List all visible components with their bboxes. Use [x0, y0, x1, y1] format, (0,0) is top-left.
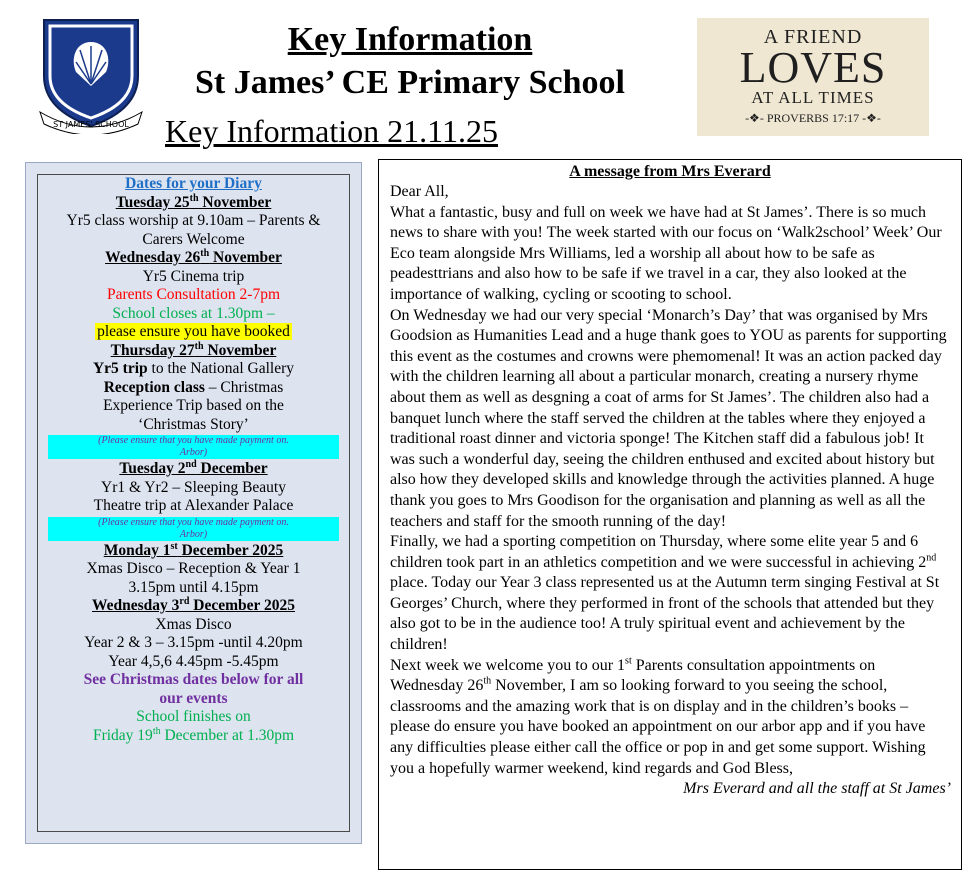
christmas-dates-note: our events: [159, 689, 228, 707]
diary-item: Yr5 trip to the National Gallery: [92, 360, 294, 377]
payment-note: (Please ensure that you have made payment on. Arbor): [48, 435, 339, 459]
page-title: Key Information: [287, 21, 533, 58]
diary-box: [37, 174, 350, 832]
message-paragraph: What a fantastic, busy and full on week we have had at St James’. There is so much news to share with you! The week started with our focus on ‘Walk2school’ Week’ Our Eco team alongside Mrs Williams, led a worship all about how to be safe as peadesttrians and also how to be safe if we travel in a car, they also looked at the importance of walking, cycling or scooting to school.: [390, 203, 942, 303]
diary-item-highlight: please ensure you have booked: [97, 323, 290, 340]
diary-panel: [25, 162, 362, 844]
message-title: A message from Mrs Everard: [569, 163, 771, 180]
diary-day-heading: Thursday 27th November: [110, 340, 277, 359]
diary-item: Reception class – Christmas: [103, 378, 284, 396]
plaque-line-1: A FRIEND: [763, 26, 863, 48]
diary-day-heading: Wednesday 3rd December 2025: [91, 595, 296, 614]
diary-item: Carers Welcome: [142, 230, 245, 248]
message-signature: Mrs Everard and all the staff at St James’: [683, 780, 951, 798]
diary-item: ‘Christmas Story’: [138, 415, 249, 433]
friend-plaque-image: [697, 18, 929, 136]
term-end-note: Friday 19th December at 1.30pm: [92, 725, 295, 744]
diary-item: Year 4,5,6 4.45pm -5.45pm: [108, 652, 279, 670]
message-body: [379, 182, 961, 798]
diary-day-heading: Tuesday 2nd December: [119, 458, 268, 477]
diary-item: Year 2 & 3 – 3.15pm -until 4.20pm: [84, 634, 303, 651]
diary-item: Yr1 & Yr2 – Sleeping Beauty: [101, 478, 286, 496]
message-greeting: Dear All,: [390, 183, 449, 200]
diary-item: 3.15pm until 4.15pm: [128, 578, 259, 596]
plaque-line-4: -❖- PROVERBS 17:17 -❖-: [745, 111, 881, 125]
diary-item: Experience Trip based on the: [103, 397, 284, 414]
message-paragraph: Finally, we had a sporting competition on Thursday, where some elite year 5 and 6 children took part in an athletics competition and we were successful in achieving 2nd place. Today our Year 3 class represented us at the Autumn term singing Festival at St Georges’ Church, where they performed in front of the schools that attended but they also got to be in the audience too! A truly spiritual event and achievement by the children!: [390, 533, 940, 654]
diary-day-heading: Monday 1st December 2025: [103, 540, 284, 559]
school-name: St James’ CE Primary School: [195, 64, 625, 101]
diary-item: Yr5 class worship at 9.10am – Parents &: [66, 212, 321, 229]
crest-text: ST JAMES' SCHOOL: [53, 120, 129, 129]
diary-item: Yr5 Cinema trip: [142, 267, 245, 285]
headteacher-message: [378, 159, 962, 870]
diary-day-heading: Wednesday 26th November: [105, 247, 282, 266]
payment-note: (Please ensure that you have made payment on. Arbor): [48, 517, 339, 541]
plaque-verse: PROVERBS 17:17: [766, 111, 860, 125]
diary-item-closure: School closes at 1.30pm –: [112, 304, 275, 322]
diary-day-heading: Tuesday 25th November: [115, 192, 272, 211]
message-paragraph: On Wednesday we had our very special ‘Monarch’s Day’ that was organised by Mrs Goodsion as Humanities Lead and a huge thank goes to YOU as parents for supporting this event as the costumes and crowns were phemomenal! It was an action packed day with the children learning all about a particular monarch, creating a nursery rhyme about them as well as desgning a coat of arms for St James’. The children also had a banquet lunch where the staff served the children at the tables where they enjoyed a traditional roast dinner and victoria sponge! The Kitchen staff did a fabulous job! It was such a wonderful day, seeing the children enthused and excited about history but also how they developed skills and knowledge through the activities planned. A huge thank you goes to Mrs Goodison for the organisation and planning as well as all the teachers and staff for the smooth running of the day!: [390, 306, 947, 530]
diary-item: Xmas Disco: [155, 615, 232, 633]
diary-item: Theatre trip at Alexander Palace: [93, 497, 294, 514]
diary-item-consultation: Parents Consultation 2-7pm: [106, 286, 281, 303]
date-title: Key Information 21.11.25: [165, 113, 498, 149]
christmas-dates-note: See Christmas dates below for all: [83, 671, 304, 688]
school-crest-logo: [36, 14, 146, 134]
diary-heading: Dates for your Diary: [125, 175, 262, 192]
title-block: [150, 20, 670, 104]
message-paragraph: Next week we welcome you to our 1st Parents consultation appointments on Wednesday 26th November, I am so looking forward to you seeing the school, classrooms and the amazing work that is on display and in the children’s books – please do ensure you have booked an appointment on our arbor app and if you have any difficulties please either call the office or pop in and get some support. Wishing you a hopefully warmer weekend, kind regards and God Bless, Mrs Everard and all the staff at St James’: [390, 656, 951, 780]
plaque-line-2: LOVES: [739, 43, 887, 92]
term-end-note: School finishes on: [136, 708, 251, 725]
diary-item: Xmas Disco – Reception & Year 1: [86, 560, 301, 577]
plaque-line-3: AT ALL TIMES: [751, 88, 875, 107]
